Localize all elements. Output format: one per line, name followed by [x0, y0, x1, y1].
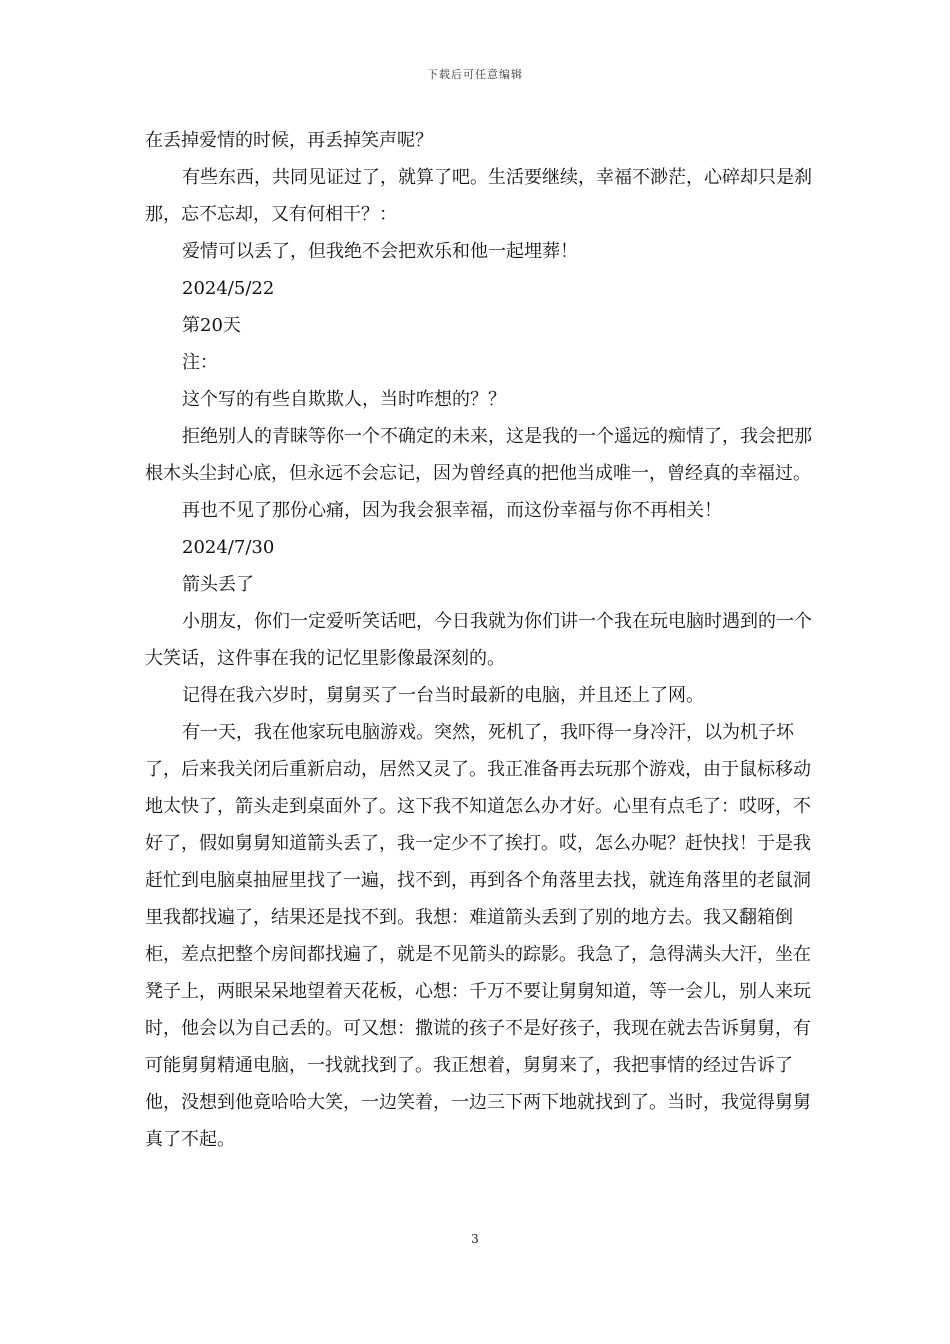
- paragraph: 记得在我六岁时，舅舅买了一台当时最新的电脑，并且还上了网。: [182, 685, 704, 706]
- paragraph: 再也不见了那份心痛，因为我会狠幸福，而这份幸福与你不再相关！: [182, 500, 722, 521]
- day-line: 第20天: [182, 315, 241, 336]
- paragraph: 这个写的有些自欺欺人，当时咋想的？？: [182, 389, 506, 410]
- paragraph: 有一天，我在他家玩电脑游戏。突然，死机了，我吓得一身冷汗，以为机子坏了，后来我关闭后重新启动，居然又灵了。我正准备再去玩那个游戏，由于鼠标移动地太快了，箭头走到桌面外了。这下我不知道怎么办才好。心里有点毛了：哎呀，不好了，假如舅舅知道箭头丢了，我一定少不了挨打。哎，怎么办呢？赶快找！于是我赶忙到电脑桌抽屉里找了一遍，找不到，再到各个角落里去找，就连角落里的老鼠洞里我都找遍了，结果还是找不到。我想：难道箭头丢到了别的地方去。我又翻箱倒柜，差点把整个房间都找遍了，就是不见箭头的踪影。我急了，急得满头大汗，坐在凳子上，两眼呆呆地望着天花板，心想：千万不要让舅舅知道，等一会儿，别人来玩时，他会以为自己丢的。可又想：撒谎的孩子不是好孩子，我现在就去告诉舅舅，有可能舅舅精通电脑，一找就找到了。我正想着，舅舅来了，我把事情的经过告诉了他，没想到他竟哈哈大笑，一边笑着，一边三下两下地就找到了。当时，我觉得舅舅真了不起。: [145, 722, 811, 1150]
- note-label: 注：: [182, 352, 218, 373]
- paragraph: 在丢掉爱情的时候，再丢掉笑声呢？: [145, 130, 433, 151]
- paragraph: 有些东西，共同见证过了，就算了吧。生活要继续，幸福不渺茫，心碎却只是刹那，忘不忘却，又有何相干？：: [145, 167, 812, 225]
- paragraph: 爱情可以丢了，但我绝不会把欢乐和他一起埋葬！: [182, 241, 578, 262]
- paragraph: 小朋友，你们一定爱听笑话吧，今日我就为你们讲一个我在玩电脑时遇到的一个大笑话，这件事在我的记忆里影像最深刻的。: [145, 611, 812, 669]
- paragraph: 拒绝别人的青睐等你一个不确定的未来，这是我的一个遥远的痴情了，我会把那根木头尘封心底，但永远不会忘记，因为曾经真的把他当成唯一，曾经真的幸福过。: [145, 426, 812, 484]
- page-number: 3: [471, 1232, 479, 1246]
- section-title: 箭头丢了: [182, 574, 254, 595]
- date-line: 2024/7/30: [182, 537, 275, 558]
- page-header: 下载后可任意编辑: [427, 68, 523, 81]
- document-body: [145, 122, 825, 1158]
- date-line: 2024/5/22: [182, 278, 275, 299]
